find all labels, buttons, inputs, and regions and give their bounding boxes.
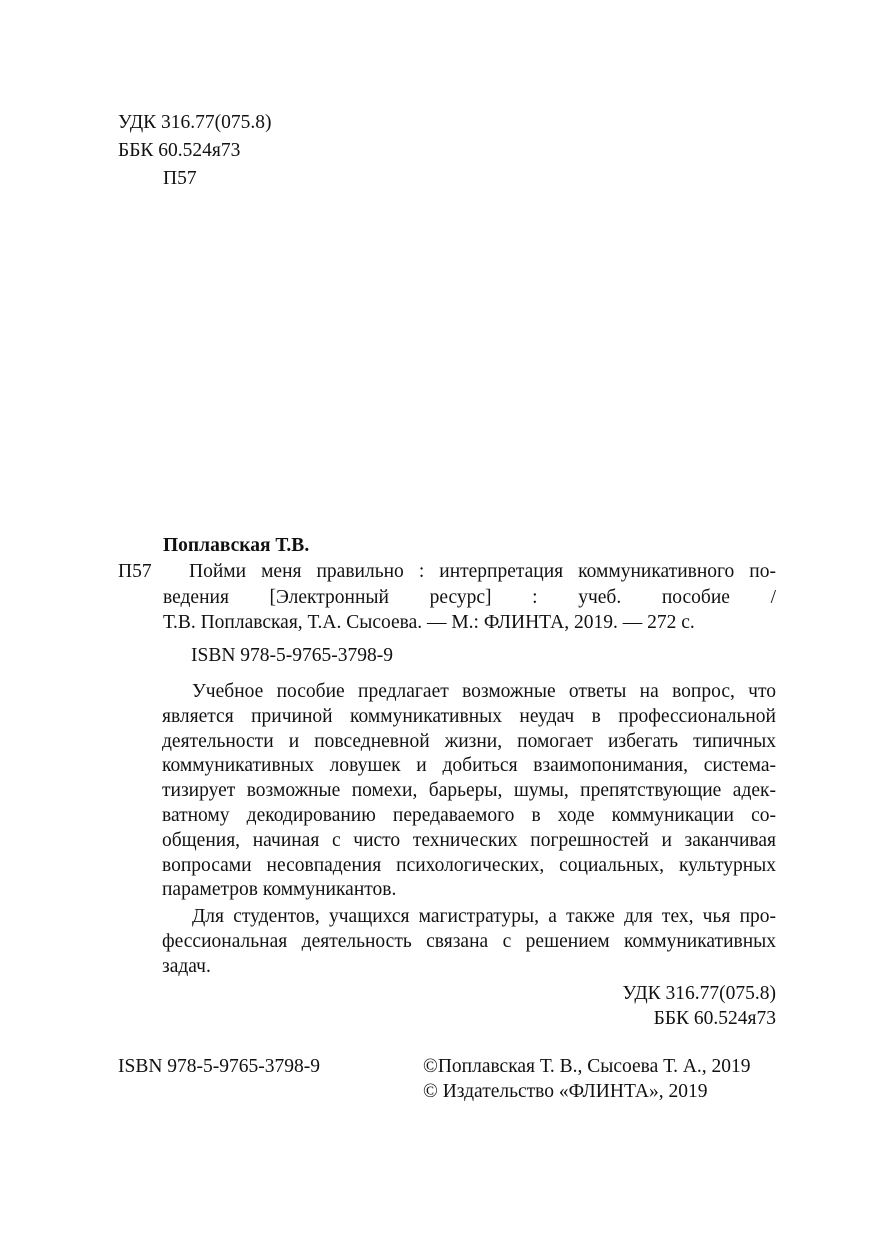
abstract-line: Учебное пособие предлагает возможные ответы на вопрос, что — [192, 681, 776, 702]
abstract-line: вопросами несовпадения психологических, социальных, культурных — [162, 854, 776, 876]
record-isbn: ISBN 978-5-9765-3798-9 — [191, 645, 394, 666]
abstract-line: Для студентов, учащихся магистратуры, а также для тех, чья про- — [192, 906, 776, 927]
abstract-line: является причиной коммуникативных неудач в профессиональной — [162, 705, 776, 727]
footer-copyright-publisher: © Издательство «ФЛИНТА», 2019 — [423, 1081, 708, 1102]
classification-bbk: ББК 60.524я73 — [653, 1008, 776, 1029]
abstract-line: ватному декодированию передаваемого в ходе коммуникации со- — [162, 804, 776, 826]
abstract-paragraph-1 — [162, 680, 776, 903]
record-title-line-1: Пойми меня правильно : интерпретация коммуникативного по- — [189, 561, 776, 582]
footer-isbn: ISBN 978-5-9765-3798-9 — [118, 1056, 321, 1077]
abstract-line: деятельности и повседневной жизни, помогает избегать типичных — [162, 730, 776, 752]
abstract-line: общения, начиная с чисто технических погрешностей и заканчивая — [162, 829, 776, 851]
header-code: П57 — [163, 168, 197, 189]
record-title-line-3: Т.В. Поплавская, Т.А. Сысоева. — М.: ФЛИНТА, 2019. — 272 с. — [163, 612, 695, 633]
abstract-line: задач. — [162, 955, 211, 977]
header-udk: УДК 316.77(075.8) — [118, 112, 272, 133]
abstract-line: параметров коммуникантов. — [162, 879, 397, 901]
classification-udk: УДК 316.77(075.8) — [622, 983, 776, 1004]
record-title-line-2: ведения [Электронный ресурс] : учеб. пособие / — [163, 587, 776, 608]
record-author: Поплавская Т.В. — [163, 535, 310, 556]
footer-copyright-authors: ©Поплавская Т. В., Сысоева Т. А., 2019 — [423, 1056, 751, 1077]
abstract-line: коммуникативных ловушек и добиться взаимопонимания, система- — [162, 755, 776, 777]
header-bbk: ББК 60.524я73 — [118, 140, 241, 161]
abstract-paragraph-2 — [162, 905, 776, 979]
abstract-line: тизирует возможные помехи, барьеры, шумы, препятствующие адек- — [162, 780, 776, 802]
record-index-code: П57 — [118, 561, 152, 582]
abstract-line: фессиональная деятельность связана с решением коммуникативных — [162, 930, 776, 952]
